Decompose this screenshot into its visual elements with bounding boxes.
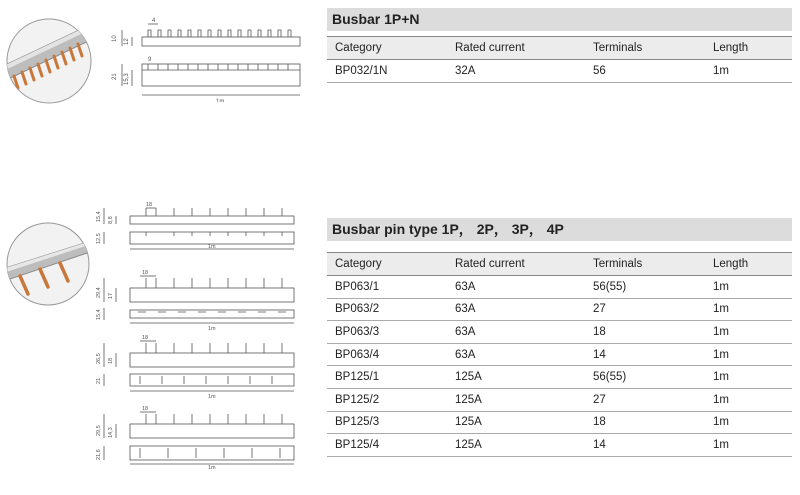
cell-length: 1m [705,388,792,411]
cell-terminals: 56(55) [585,276,705,299]
header-category: Category [327,37,447,60]
cell-length: 1m [705,343,792,366]
dim-label: 18 [142,335,149,341]
dim-label: 29,4 [96,287,102,298]
spec-table-1pn [327,36,792,83]
cell-terminals: 56 [585,60,705,83]
cell-rated-current: 63A [447,343,585,366]
table-row [327,276,792,299]
dim-label: 18 [146,202,153,208]
dim-label: 21 [96,377,102,384]
cell-rated-current: 32A [447,60,585,83]
table-row [327,388,792,411]
cell-category: BP125/1 [327,366,447,389]
cell-category: BP125/3 [327,411,447,434]
cell-length: 1m [705,321,792,344]
busbar-1pn-photo [4,16,94,106]
dim-label: 14,3 [108,427,114,438]
spec-table-pin-type [327,252,792,457]
cell-length: 1m [705,298,792,321]
dim-label: 9 [148,57,152,63]
table-header-row [327,37,792,60]
header-rated-current: Rated current [447,253,585,276]
dim-label: 10 [112,35,118,42]
header-rated-current: Rated current [447,37,585,60]
dim-label: 1m [208,326,216,332]
cell-terminals: 18 [585,411,705,434]
cell-category: BP063/3 [327,321,447,344]
dim-label: 1m [208,394,216,400]
pin-row [148,30,291,37]
dim-label: 21,6 [96,449,102,460]
dim-label: 29,5 [96,425,102,436]
dim-label: 18 [108,357,114,364]
table-row [327,321,792,344]
dim-label: 4 [152,18,156,24]
cell-category: BP063/2 [327,298,447,321]
section-title-pin-type: Busbar pin type 1P， 2P， 3P， 4P [327,218,792,241]
cell-length: 1m [705,366,792,389]
header-length: Length [705,253,792,276]
header-terminals: Terminals [585,37,705,60]
header-terminals: Terminals [585,253,705,276]
cell-category: BP063/4 [327,343,447,366]
table-row [327,411,792,434]
dim-label: 17 [108,292,114,299]
header-category: Category [327,253,447,276]
dim-label: 15,3 [124,73,130,85]
cell-terminals: 14 [585,343,705,366]
dim-label: 26,5 [96,353,102,364]
busbar-pin-photo [4,220,92,308]
dim-label: 15,4 [96,309,102,320]
cell-category: BP125/2 [327,388,447,411]
cell-rated-current: 63A [447,276,585,299]
dim-label: 18 [142,270,149,276]
cell-terminals: 27 [585,388,705,411]
cell-length: 1m [705,434,792,457]
dim-label: 21 [112,73,118,80]
table-row [327,298,792,321]
cell-rated-current: 125A [447,434,585,457]
cell-rated-current: 125A [447,411,585,434]
cell-category: BP125/4 [327,434,447,457]
dim-label: 8,8 [108,216,114,224]
cell-length: 1m [705,60,792,83]
cell-category: BP063/1 [327,276,447,299]
cell-terminals: 27 [585,298,705,321]
table-row [327,366,792,389]
dim-label: 18 [142,406,149,412]
cell-length: 1m [705,276,792,299]
busbar-pin-drawings [92,198,304,470]
cell-rated-current: 63A [447,321,585,344]
dim-label: 15,4 [96,211,102,222]
cell-rated-current: 125A [447,388,585,411]
busbar-1pn-drawing [104,10,304,102]
dim-label: 1m [208,244,216,250]
section-title-1pn: Busbar 1P+N [327,8,792,31]
table-row [327,60,792,83]
dim-label: 12,5 [96,233,102,244]
table-row [327,434,792,457]
cell-category: BP032/1N [327,60,447,83]
cell-rated-current: 63A [447,298,585,321]
table-header-row [327,253,792,276]
dim-label: 1m [216,99,225,102]
cell-terminals: 18 [585,321,705,344]
cell-rated-current: 125A [447,366,585,389]
cell-terminals: 56(55) [585,366,705,389]
cell-terminals: 14 [585,434,705,457]
cell-length: 1m [705,411,792,434]
dim-label: 1m [208,465,216,470]
dim-label: 12 [124,38,130,45]
header-length: Length [705,37,792,60]
table-row [327,343,792,366]
